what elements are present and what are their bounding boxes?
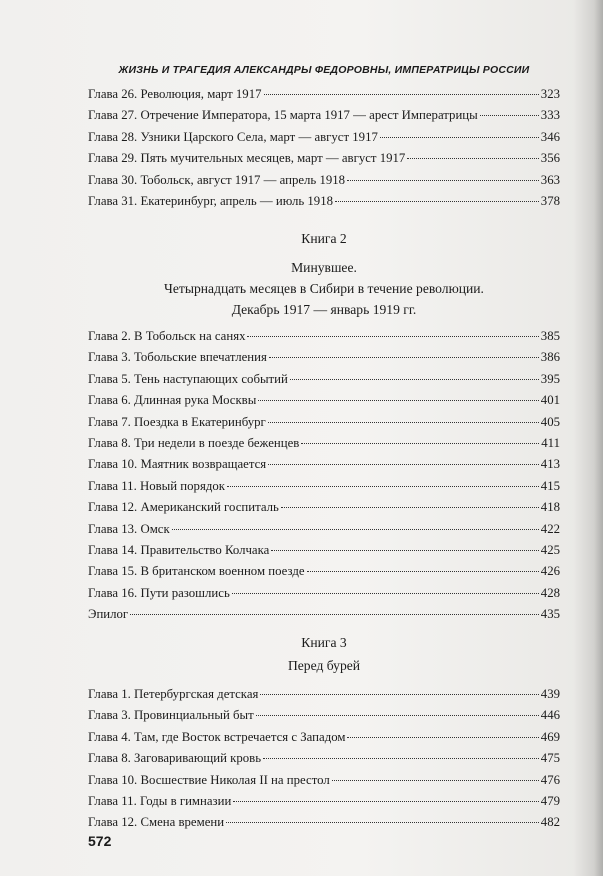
- toc-leader-dots: [380, 137, 539, 138]
- toc-entry: [88, 519, 560, 540]
- toc-entry-title: Глава 3. Провинциальный быт: [88, 708, 254, 723]
- toc-entry-page: 333: [540, 108, 560, 123]
- toc-entry: [88, 454, 560, 475]
- toc-entry-title: Глава 15. В британском военном поезде: [88, 564, 305, 579]
- toc-leader-dots: [480, 115, 539, 116]
- toc-entry: [88, 84, 560, 105]
- toc-entry-page: 323: [540, 87, 560, 101]
- toc-entry-page: 395: [540, 371, 560, 386]
- toc-entry-title: Глава 12. Смена времени: [88, 815, 225, 830]
- toc-entry-page: 386: [540, 350, 560, 365]
- toc-leader-dots: [130, 614, 539, 615]
- running-header: ЖИЗНЬ И ТРАГЕДИЯ АЛЕКСАНДРЫ ФЕДОРОВНЫ, ИМПЕРАТРИЦЫ РОССИИ: [118, 64, 530, 76]
- toc-entry-title: Глава 6. Длинная рука Москвы: [88, 393, 257, 408]
- toc-entry-page: 476: [540, 772, 560, 787]
- toc-entry-page: 356: [540, 151, 560, 166]
- toc-entry-page: 426: [540, 564, 560, 579]
- toc-leader-dots: [332, 780, 539, 781]
- toc-entry-title: Глава 28. Узники Царского Села, март — август 1917: [88, 129, 378, 144]
- toc-entry-title: Глава 8. Три недели в поезде беженцев: [88, 436, 300, 451]
- toc-entry: [88, 191, 560, 212]
- toc-entry-title: Глава 11. Новый порядок: [88, 478, 225, 493]
- book2-subtitle-line3: Декабрь 1917 — январь 1919 гг.: [231, 302, 417, 317]
- toc-entry-page: 401: [540, 393, 560, 408]
- toc-entry: [88, 369, 560, 390]
- toc-leader-dots: [347, 180, 539, 181]
- toc-entry: [88, 412, 560, 433]
- toc-leader-dots: [269, 357, 539, 358]
- toc-leader-dots: [407, 158, 538, 159]
- toc-leader-dots: [227, 486, 539, 487]
- toc-entry-title: Глава 27. Отречение Императора, 15 марта 1917 — арест Императрицы: [88, 108, 478, 123]
- toc-list-book2: [88, 326, 560, 626]
- toc-entry: [88, 770, 560, 791]
- toc-section-top: [88, 84, 560, 212]
- toc-leader-dots: [233, 801, 538, 802]
- toc-leader-dots: [258, 400, 538, 401]
- toc-entry: [88, 105, 560, 126]
- toc-list-top: [88, 84, 560, 212]
- toc-leader-dots: [232, 593, 539, 594]
- page-number: 572: [88, 833, 112, 849]
- toc-entry-title: Глава 7. Поездка в Екатеринбург: [88, 414, 266, 429]
- book2-subtitle-line2: Четырнадцать месяцев в Сибири в течение революции.: [164, 281, 484, 296]
- toc-entry: [88, 433, 560, 454]
- toc-entry-page: 446: [540, 708, 560, 723]
- toc-entry-page: 469: [540, 729, 560, 744]
- toc-entry: [88, 347, 560, 368]
- toc-entry-title: Глава 4. Там, где Восток встречается с Западом: [88, 729, 346, 744]
- toc-leader-dots: [347, 737, 538, 738]
- toc-leader-dots: [268, 422, 539, 423]
- toc-entry-title: Глава 16. Пути разошлись: [88, 585, 230, 600]
- toc-entry: [88, 326, 560, 347]
- book3-subtitle: Перед бурей: [287, 658, 361, 673]
- toc-entry: [88, 791, 560, 812]
- toc-entry: [88, 727, 560, 748]
- toc-leader-dots: [247, 336, 538, 337]
- toc-entry-page: 418: [540, 500, 560, 515]
- toc-leader-dots: [271, 550, 538, 551]
- spine-shadow: [573, 0, 603, 876]
- book2-heading: Книга 2: [301, 231, 347, 246]
- toc-entry: [88, 148, 560, 169]
- toc-entry-page: 435: [540, 607, 560, 622]
- toc-entry-page: 475: [540, 751, 560, 766]
- toc-entry: [88, 684, 560, 705]
- toc-list-book3: [88, 684, 560, 834]
- toc-entry-page: 363: [540, 172, 560, 187]
- toc-leader-dots: [307, 571, 539, 572]
- toc-entry-title: Глава 26. Революция, март 1917: [88, 87, 262, 101]
- book2-subtitle-line1: Минувшее.: [291, 260, 357, 275]
- toc-entry-page: 479: [540, 794, 560, 809]
- toc-leader-dots: [226, 822, 539, 823]
- toc-leader-dots: [335, 201, 539, 202]
- toc-entry: [88, 561, 560, 582]
- toc-leader-dots: [281, 507, 539, 508]
- toc-entry-title: Эпилог: [88, 607, 129, 622]
- toc-entry-page: 413: [540, 457, 560, 472]
- toc-entry-title: Глава 30. Тобольск, август 1917 — апрель 1918: [88, 172, 346, 187]
- toc-leader-dots: [260, 694, 538, 695]
- toc-leader-dots: [290, 379, 539, 380]
- toc-entry: [88, 390, 560, 411]
- toc-entry: [88, 705, 560, 726]
- toc-entry-title: Глава 10. Восшествие Николая II на престол: [88, 772, 330, 787]
- book2-section: [88, 228, 560, 626]
- toc-entry-page: 482: [540, 815, 560, 830]
- toc-entry-page: 422: [540, 521, 560, 536]
- toc-leader-dots: [264, 94, 539, 95]
- toc-entry-title: Глава 14. Правительство Колчака: [88, 543, 270, 558]
- toc-entry: [88, 127, 560, 148]
- toc-entry: [88, 476, 560, 497]
- toc-entry-title: Глава 8. Заговаривающий кровь: [88, 751, 262, 766]
- toc-entry: [88, 748, 560, 769]
- toc-entry-title: Глава 11. Годы в гимназии: [88, 794, 232, 809]
- toc-leader-dots: [301, 443, 539, 444]
- toc-entry-page: 378: [540, 194, 560, 209]
- toc-entry-title: Глава 10. Маятник возвращается: [88, 457, 267, 472]
- toc-entry-title: Глава 5. Тень наступающих событий: [88, 371, 288, 386]
- toc-entry-title: Глава 29. Пять мучительных месяцев, март — август 1917: [88, 151, 406, 166]
- toc-entry-title: Глава 1. Петербургская детская: [88, 687, 259, 701]
- toc-entry-page: 385: [540, 329, 560, 343]
- toc-entry-page: 439: [540, 687, 560, 701]
- book3-heading: Книга 3: [301, 635, 347, 650]
- toc-entry: [88, 170, 560, 191]
- toc-entry: [88, 497, 560, 518]
- toc-leader-dots: [268, 464, 539, 465]
- toc-entry-title: Глава 3. Тобольские впечатления: [88, 350, 267, 365]
- toc-entry-page: 346: [540, 129, 560, 144]
- toc-entry: [88, 540, 560, 561]
- toc-entry: [88, 812, 560, 833]
- toc-leader-dots: [263, 758, 539, 759]
- toc-entry: [88, 604, 560, 625]
- toc-entry-page: 425: [540, 543, 560, 558]
- toc-leader-dots: [256, 715, 539, 716]
- toc-leader-dots: [172, 529, 539, 530]
- toc-entry-title: Глава 12. Американский госпиталь: [88, 500, 279, 515]
- book3-section: [88, 632, 560, 834]
- toc-entry-page: 405: [540, 414, 560, 429]
- toc-entry-title: Глава 13. Омск: [88, 521, 170, 536]
- toc-entry-page: 415: [540, 478, 560, 493]
- toc-entry-title: Глава 2. В Тобольск на санях: [88, 329, 246, 343]
- toc-entry-page: 428: [540, 585, 560, 600]
- toc-entry-page: 411: [541, 436, 560, 451]
- toc-entry: [88, 583, 560, 604]
- toc-entry-title: Глава 31. Екатеринбург, апрель — июль 1918: [88, 194, 333, 209]
